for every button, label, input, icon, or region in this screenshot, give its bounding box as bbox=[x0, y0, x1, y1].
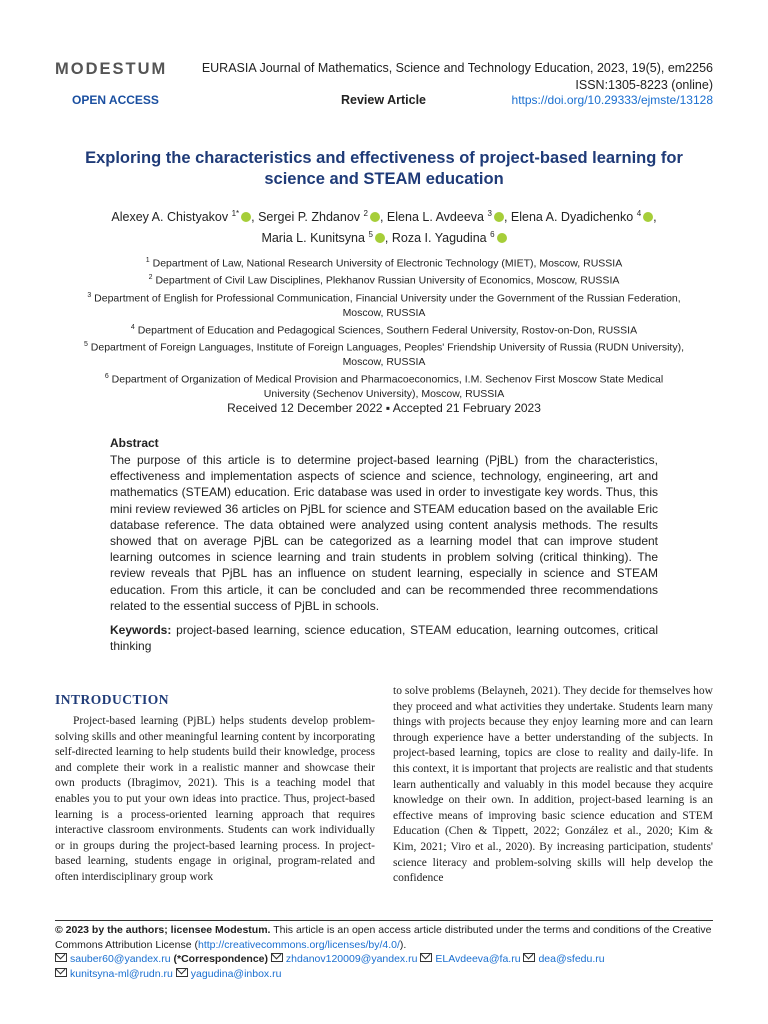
orcid-icon[interactable] bbox=[494, 212, 504, 222]
body-column-left: Project-based learning (PjBL) helps students develop problem-solving skills and other meaningful learning content by incorporating self-directed learning to help students build their knowledge, process and complete their work in a realistic manner and showcase their own products (Ibragimov, 2021). This is a teaching model that enables you to put your own ideas into practice. Thus, project-based learning is a process-oriented learning approach that requires interactive classroom environments. Students can work individually or in groups during the project-based learning process. In project-based learning, students engage in original, program-related and often interdisciplinary group work bbox=[55, 715, 375, 883]
keywords-text: project-based learning, science education, STEAM education, learning outcomes, critical thinking bbox=[110, 623, 659, 654]
email-link[interactable]: dea@sfedu.ru bbox=[538, 953, 605, 965]
author-affil-sup: 2 bbox=[363, 209, 368, 218]
affil-text-cont: University (Sechenov University), Moscow, RUSSIA bbox=[263, 388, 505, 401]
publisher-logo: MODESTUM bbox=[55, 60, 168, 78]
author-name: Alexey A. Chistyakov bbox=[111, 210, 229, 225]
correspondence-label: (*Correspondence) bbox=[173, 953, 268, 965]
orcid-icon[interactable] bbox=[241, 212, 251, 222]
author-affil-sup: 3 bbox=[487, 209, 492, 218]
abstract-text: The purpose of this article is to determine project-based learning (PjBL) from the characteristics, effectiveness and implementation aspects of science and science, technology, engineering, art and mathematics (STEAM) education. Eric database was used in order to investigate key words. Thus, this mini review reviewed 36 articles on PjBL for science and STEAM education based on the available Eric database reference. The data obtained were analyzed using content analysis methods. The results showed that on average PjBL can be categorized as a learning model that can improve student learning outcomes in science learning and train students in problem solving (critical thinking). The review reveals that PjBL has an influence on student learning, especially in science and STEAM education. From this article, it can be concluded and can be recommended three recommendations related to the essential success of PjBL in schools. bbox=[110, 453, 658, 613]
journal-info bbox=[202, 60, 713, 94]
affiliations bbox=[50, 254, 718, 402]
keywords-label: Keywords: bbox=[110, 623, 172, 637]
received-accepted-dates: Received 12 December 2022 ▪ Accepted 21 February 2023 bbox=[227, 401, 541, 415]
author-name: Maria L. Kunitsyna bbox=[261, 231, 365, 246]
affiliation-item bbox=[50, 370, 718, 402]
mail-icon bbox=[271, 953, 283, 962]
article-title bbox=[55, 148, 713, 190]
affil-sup: 5 bbox=[83, 340, 88, 348]
affil-text: Department of Education and Pedagogical Sciences, Southern Federal University, Rostov-on-Don, RUSSIA bbox=[137, 324, 638, 337]
affil-text: Department of Organization of Medical Provision and Pharmacoeconomics, I.M. Sechenov First Moscow State Medical bbox=[111, 373, 664, 386]
orcid-icon[interactable] bbox=[370, 212, 380, 222]
email-link[interactable]: sauber60@yandex.ru bbox=[70, 953, 171, 965]
keywords bbox=[110, 622, 658, 654]
affil-text: Department of Civil Law Disciplines, Plekhanov Russian University of Economics, Moscow, RUSSIA bbox=[155, 274, 620, 287]
email-list bbox=[55, 952, 713, 981]
affil-text: Department of Law, National Research University of Electronic Technology (MIET), Moscow, RUSSIA bbox=[152, 257, 623, 270]
affil-sup: 2 bbox=[148, 274, 153, 282]
affil-sup: 4 bbox=[130, 323, 135, 331]
mail-icon bbox=[55, 968, 67, 977]
issn: ISSN:1305-8223 (online) bbox=[575, 78, 713, 92]
author-name: Elena A. Dyadichenko bbox=[510, 210, 634, 225]
affiliation-item bbox=[50, 338, 718, 370]
copyright-end: ). bbox=[399, 938, 407, 951]
affil-sup: 3 bbox=[87, 291, 92, 299]
mail-icon bbox=[523, 953, 535, 962]
doi-link[interactable]: https://doi.org/10.29333/ejmste/13128 bbox=[511, 93, 713, 107]
copyright-notice bbox=[55, 923, 713, 952]
affiliation-item bbox=[50, 271, 718, 288]
section-heading-introduction: INTRODUCTION bbox=[55, 692, 170, 707]
article-meta-row bbox=[55, 93, 713, 109]
author-affil-sup: 6 bbox=[490, 230, 495, 240]
affil-sup: 1 bbox=[145, 257, 150, 264]
affil-text-cont: Moscow, RUSSIA bbox=[342, 356, 426, 369]
footer-divider bbox=[55, 920, 713, 921]
copyright-bold: © 2023 by the authors; licensee Modestum. bbox=[55, 924, 271, 936]
affil-text-cont: Moscow, RUSSIA bbox=[342, 306, 426, 319]
email-link[interactable]: yagudina@inbox.ru bbox=[190, 967, 282, 980]
abstract-heading: Abstract bbox=[110, 436, 159, 450]
journal-citation: EURASIA Journal of Mathematics, Science and Technology Education, 2023, 19(5), em2256 bbox=[201, 61, 713, 75]
author-name: Roza I. Yagudina bbox=[391, 231, 487, 246]
affil-text: Department of English for Professional Communication, Financial University under the Government of the Russian Federation, bbox=[94, 292, 681, 305]
author-affil-sup: 4 bbox=[636, 209, 642, 218]
orcid-icon[interactable] bbox=[375, 233, 385, 243]
footer bbox=[55, 923, 713, 981]
open-access-label: OPEN ACCESS bbox=[72, 93, 159, 107]
mail-icon bbox=[420, 953, 432, 962]
orcid-icon[interactable] bbox=[497, 233, 507, 243]
title-line-2: science and STEAM education bbox=[264, 170, 504, 188]
author-affil-sup: 5 bbox=[368, 230, 373, 240]
email-link[interactable]: zhdanov120009@yandex.ru bbox=[285, 953, 418, 965]
email-link[interactable]: ELAvdeeva@fa.ru bbox=[435, 953, 521, 965]
mail-icon bbox=[176, 968, 188, 977]
body-column-right: to solve problems (Belayneh, 2021). They decide for themselves how they proceed and what activities they undertake. Students learn many things with projects because they enjoy learning more and can learn through experience have a better understanding of the subjects. In project-based learning, topics are close to reality and daily-life. In this context, it is important that projects are realistic and that students learn authentically and valuably in this model because they acquire knowledge on their own. In addition, project-based learning is an effective means of improving basic science education and STEM Education (Chen & Tippett, 2022; González et al., 2020; Kim & Kim, 2021; Viro et al., 2020). By increasing participation, students' science literacy and problem-solving skills will help develop the confidence bbox=[393, 685, 713, 885]
author-affil-sup: 1* bbox=[231, 209, 240, 218]
email-link[interactable]: kunitsyna-ml@rudn.ru bbox=[70, 967, 173, 980]
mail-icon bbox=[55, 953, 67, 962]
affil-sup: 6 bbox=[104, 373, 109, 381]
affil-text: Department of Foreign Languages, Institute of Foreign Languages, Peoples' Friendship University of Russia (RUDN University), bbox=[90, 341, 685, 354]
affiliation-item bbox=[50, 254, 718, 271]
copyright-text: This article is an open access article distributed under the terms and conditions of the Creative Commons Attribution License ( bbox=[55, 924, 712, 951]
license-link[interactable]: http://creativecommons.org/licenses/by/4.0/ bbox=[197, 938, 400, 951]
orcid-icon[interactable] bbox=[643, 212, 653, 222]
author-name: Elena L. Avdeeva bbox=[386, 210, 484, 225]
title-line-1: Exploring the characteristics and effectiveness of project-based learning for bbox=[85, 149, 683, 167]
author-name: Sergei P. Zhdanov bbox=[258, 210, 361, 225]
affiliation-item bbox=[50, 289, 718, 321]
article-type: Review Article bbox=[341, 93, 426, 107]
author-list: Alexey A. Chistyakov $^{1*}$ , Sergei P. Zhdanov $^2$ , Elena L. Avdeeva $^3$ , Elena A. Dyadichenko $^4$ , Maria L. Kunitsyna $^5$ , Roza I. Yagudina $^6$ bbox=[111, 209, 657, 246]
affiliation-item bbox=[50, 321, 718, 338]
